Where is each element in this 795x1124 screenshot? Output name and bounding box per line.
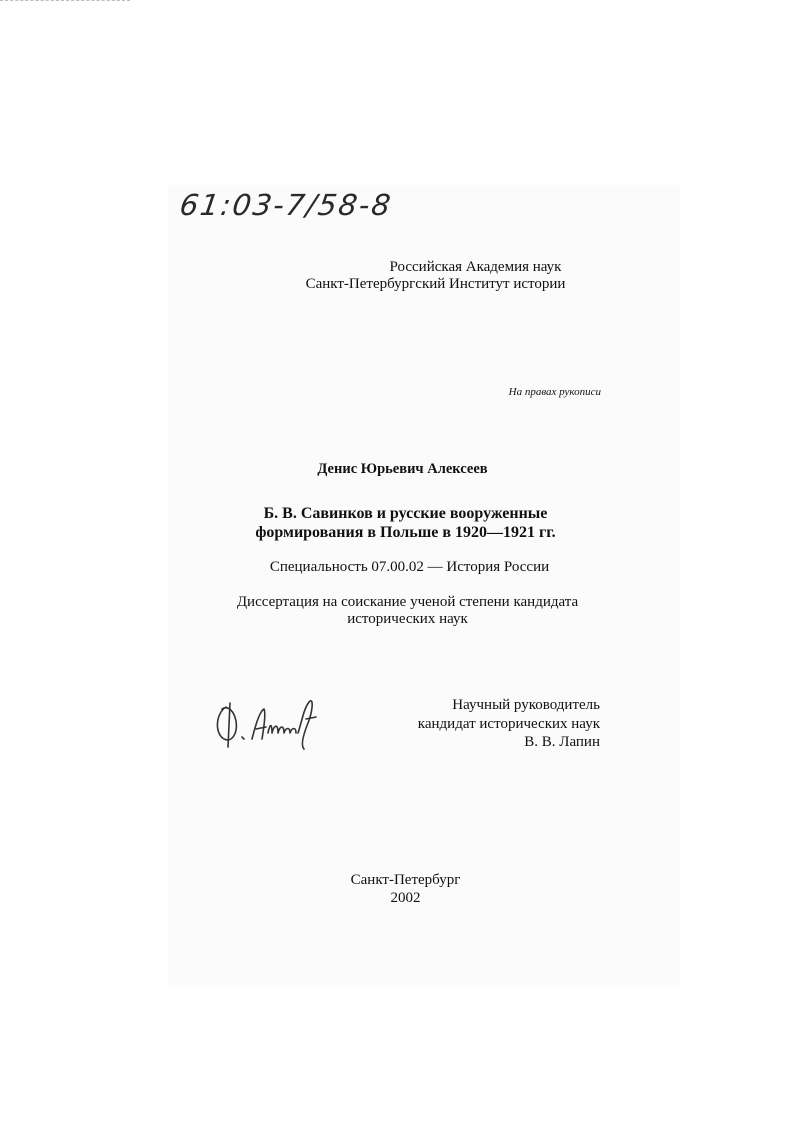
publication-place: Санкт-Петербург (350, 872, 461, 888)
title-line-2: формирования в Польше в 1920—1921 гг. (255, 524, 556, 541)
supervisor-name: В. В. Лапин (524, 734, 600, 750)
author-signature (212, 693, 337, 753)
title-line-1: Б. В. Савинков и русские вооруженные (263, 505, 548, 522)
dissertation-line-2: исторических наук (347, 611, 468, 627)
supervisor-degree: кандидат исторических наук (417, 716, 600, 732)
institution-line-1: Российская Академия наук (389, 259, 562, 275)
publication-year: 2002 (390, 890, 421, 906)
supervisor-label: Научный руководитель (452, 697, 600, 713)
archive-number-handwritten: 61:03-7/58-8 (177, 188, 395, 222)
dissertation-line-1: Диссертация на соискание ученой степени кандидата (236, 594, 579, 610)
page-scan-area (168, 185, 680, 985)
faint-dash-marks (0, 0, 130, 3)
institution-line-2: Санкт-Петербургский Институт истории (305, 276, 566, 292)
specialty-line: Специальность 07.00.02 — История России (269, 559, 550, 575)
rights-note: На правах рукописи (508, 386, 601, 398)
author-name: Денис Юрьевич Алексеев (317, 461, 488, 477)
